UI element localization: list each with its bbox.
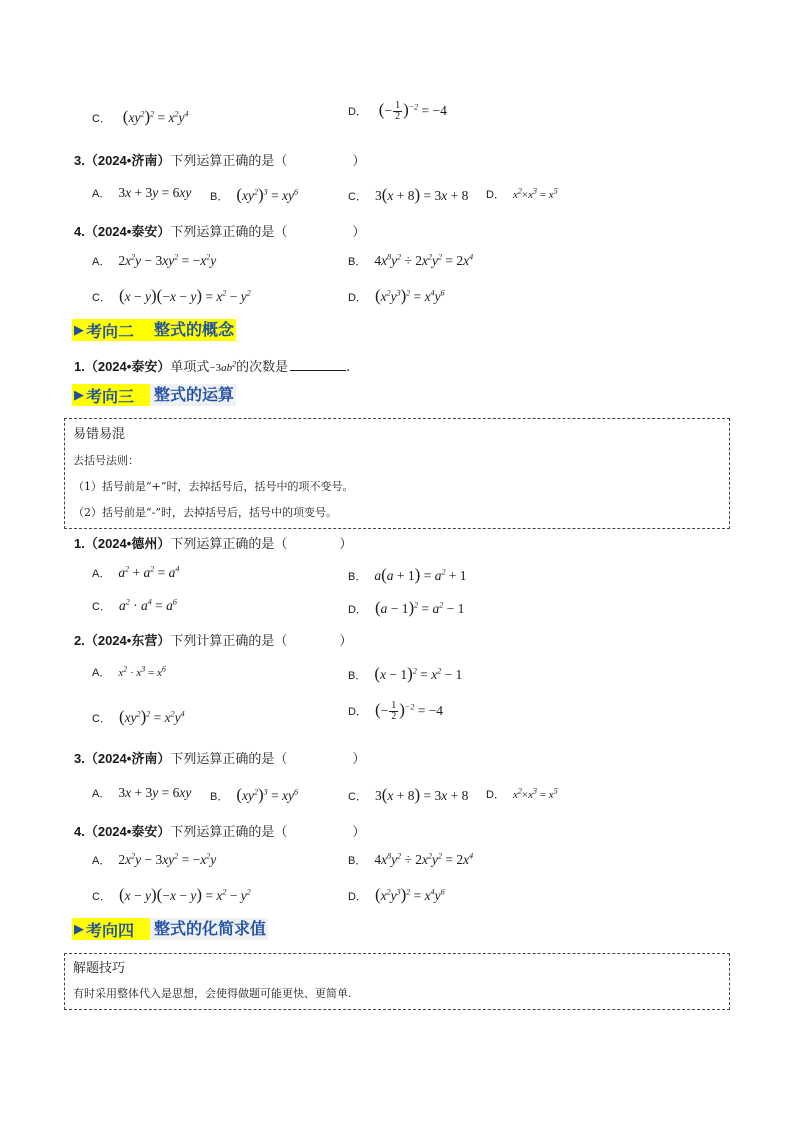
question-3: 3.（2024•济南）下列运算正确的是（ ） (74, 153, 366, 169)
question-4: 4.（2024•泰安）下列运算正确的是（ ） (74, 824, 366, 840)
option-c: C． $(xy^2)^2 = x^2y^4$ (92, 107, 189, 126)
option-a: A． 3x + 3y = 6xy (92, 785, 192, 800)
option-d: D． $x^2\times x^3 = x^5$ (486, 786, 558, 801)
math-expression: $(a - 1)^2 = a^2 - 1$ (374, 598, 465, 617)
section-heading: ▶ 考向二 整式的概念 (74, 320, 235, 341)
option-d: D． (− $\frac{1}{2}$ )$^{-2}$ = −4 (348, 99, 447, 123)
math-expression: $(x - y)(-x - y) = x^2 - y^2$ (118, 885, 251, 904)
tip-box (64, 953, 730, 1010)
math-expression: $4x^8y^2 \div 2x^2y^2 = 2x^4$ (374, 252, 474, 268)
option-a: A． $2x^2y - 3xy^2 = -x^2y$ (92, 851, 217, 867)
option-b: B． $(x - 1)^2 = x^2 - 1$ (348, 664, 463, 683)
math-expression: $2x^2y - 3xy^2 = -x^2y$ (118, 252, 217, 268)
math-expression: $x^2\times x^3 = x^5$ (512, 186, 558, 201)
option-d: D． $x^2\times x^3 = x^5$ (486, 186, 558, 201)
math-expression: $4x^8y^2 \div 2x^2y^2 = 2x^4$ (374, 851, 474, 867)
math-expression: $(xy^2)^2 = x^2y^4$ (118, 707, 185, 726)
math-expression: $(x - y)(-x - y) = x^2 - y^2$ (118, 286, 251, 305)
option-c: C． $(x - y)(-x - y) = x^2 - y^2$ (92, 885, 251, 904)
tip-line: （1）括号前是“+”时，去掉括号后，括号中的项不变号。 (73, 480, 354, 493)
option-c: C． $a^2 \cdot a^4 = a^6$ (92, 597, 177, 613)
math-expression: $a^2 + a^2 = a^4$ (118, 564, 180, 580)
option-b: B． $4x^8y^2 \div 2x^2y^2 = 2x^4$ (348, 851, 474, 867)
option-b: B． $4x^8y^2 \div 2x^2y^2 = 2x^4$ (348, 252, 474, 268)
section-heading: ▶ 考向三 整式的运算 (74, 385, 235, 406)
option-d: D． $(a - 1)^2 = a^2 - 1$ (348, 598, 465, 617)
question-1: 1.（2024•德州）下列运算正确的是（ ） (74, 536, 353, 552)
answer-blank (290, 359, 346, 371)
option-b: B． $(xy^2)^3 = xy^6$ (210, 185, 299, 204)
option-c: C． 3(x + 8) = 3x + 8 (348, 185, 469, 204)
math-expression: $x^2\times x^3 = x^5$ (512, 786, 558, 801)
tip-line: 去括号法则： (73, 454, 139, 467)
option-c: C． $(xy^2)^2 = x^2y^4$ (92, 707, 185, 726)
section-heading: ▶ 考向四 整式的化简求值 (74, 919, 267, 940)
question-3: 3.（2024•济南）下列运算正确的是（ ） (74, 751, 366, 767)
math-expression: $(xy^2)^3 = xy^6$ (236, 785, 299, 804)
option-a: A． $2x^2y - 3xy^2 = -x^2y$ (92, 252, 217, 268)
option-b: B． $a(a + 1) = a^2 + 1$ (348, 565, 467, 584)
tip-box (64, 418, 730, 529)
math-expression: $(x^2y^3)^2 = x^4y^6$ (374, 286, 445, 305)
option-d: D． $(x^2y^3)^2 = x^4y^6$ (348, 885, 445, 904)
math-expression: $2x^2y - 3xy^2 = -x^2y$ (118, 851, 217, 867)
math-expression: $-3ab^2$ (209, 359, 237, 374)
question-1: 1.（2024•泰安）单项式$-3ab^2$的次数是 . (74, 359, 351, 375)
math-expression: 3x + 3y = 6xy (118, 185, 192, 200)
option-a: A． 3x + 3y = 6xy (92, 185, 192, 200)
tip-line: 有时采用整体代入是思想，会使得做题可能更快、更简单. (73, 987, 352, 1000)
math-expression: 3(x + 8) = 3x + 8 (374, 785, 469, 804)
math-expression: $(x - 1)^2 = x^2 - 1$ (374, 664, 463, 683)
tip-box-title: 解题技巧 (73, 961, 126, 976)
math-expression: $a(a + 1) = a^2 + 1$ (374, 565, 467, 584)
math-expression: $x^2 \cdot x^3 = x^6$ (118, 664, 166, 679)
math-expression: (− $\frac{1}{2}$ )$^{-2}$ = −4 (378, 99, 447, 123)
option-a: A． $x^2 \cdot x^3 = x^6$ (92, 664, 166, 679)
question-2: 2.（2024•东营）下列计算正确的是（ ） (74, 633, 353, 649)
option-a: A． $a^2 + a^2 = a^4$ (92, 564, 180, 580)
tip-line: （2）括号前是“-”时，去掉括号后，括号中的项变号。 (73, 506, 337, 519)
math-expression: 3(x + 8) = 3x + 8 (374, 185, 469, 204)
option-d: D． (− $\frac{1}{2}$ )$^{-2}$ = −4 (348, 699, 444, 723)
option-d: D． $(x^2y^3)^2 = x^4y^6$ (348, 286, 445, 305)
math-expression: $(x^2y^3)^2 = x^4y^6$ (374, 885, 445, 904)
math-expression: (− $\frac{1}{2}$ )$^{-2}$ = −4 (374, 699, 444, 723)
option-b: B． $(xy^2)^3 = xy^6$ (210, 785, 299, 804)
math-expression: 3x + 3y = 6xy (118, 785, 192, 800)
math-expression: $(xy^2)^3 = xy^6$ (236, 185, 299, 204)
math-expression: $a^2 \cdot a^4 = a^6$ (118, 597, 177, 613)
question-4: 4.（2024•泰安）下列运算正确的是（ ） (74, 224, 366, 240)
tip-box-title: 易错易混 (73, 427, 126, 442)
math-expression: $(xy^2)^2 = x^2y^4$ (122, 107, 189, 126)
option-c: C． 3(x + 8) = 3x + 8 (348, 785, 469, 804)
option-c: C． $(x - y)(-x - y) = x^2 - y^2$ (92, 286, 251, 305)
